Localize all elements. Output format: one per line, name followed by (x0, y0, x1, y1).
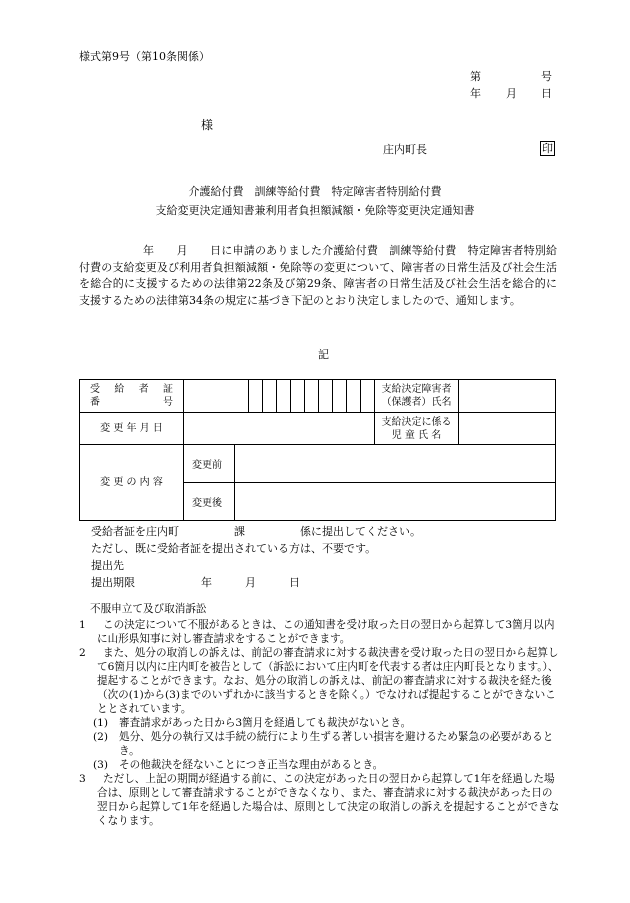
cert-number-label: 受 給 者 証 番 号 (80, 380, 184, 413)
appeal-item: 2 また、処分の取消しの訴えは、前記の審査請求に対する裁決書を受け取った日の翌日から起算して6箇月以内に庄内町を被告として（訴訟において庄内町を代表する者は庄内町長となります。）、提起することができます。なお、処分の取消しの訴えは、前記の審査請求に対する裁決を経た後（次の(1)から(3)までのいずれかに該当するときを除く。）でなければ提起することができないこととされています。 (79, 647, 559, 715)
date-month: 月 (506, 87, 517, 100)
appeal-item: 3 ただし、上記の期間が経過する前に、この決定があった日の翌日から起算して1年を経過した場合は、原則として審査請求することができなくなり、また、審査請求に対する裁決があった日の翌日から起算して1年を経過した場合は、原則として決定の取消しの訴えを提起することができなくなります。 (79, 773, 560, 827)
appeal-subitem: (3) その他裁決を経ないことにつき正当な理由があるとき。 (93, 759, 384, 771)
cert-digit-box (361, 380, 375, 413)
body-paragraph: 年 月 日に申請のありました介護給付費 訓練等給付費 特定障害者特別給付費の支給変更及び利用者負担額減額・免除等の変更について、障害者の日常生活及び社会生活を総合的に支援するための法律第22条及び第29条、障害者の日常生活及び社会生活を総合的に支援するための法律第34条の規定に基づき下記のとおり決定しましたので、通知します。 (79, 244, 557, 307)
cert-digit-box (333, 380, 347, 413)
date-year: 年 (470, 87, 481, 100)
cert-digit-box (347, 380, 361, 413)
appeal-heading: 不服申立て及び取消訴訟 (90, 603, 207, 615)
cert-digit-box (184, 380, 249, 413)
appeal-subitem: (2) 処分、処分の執行又は手続の続行により生ずる著しい損害を避けるため緊急の必要があるとき。 (93, 731, 554, 757)
change-content-label: 変 更 の 内 容 (80, 445, 184, 521)
date-day: 日 (541, 87, 552, 100)
submission-deadline: 提出期限 年 月 日 (91, 576, 300, 589)
appeal-section (79, 602, 561, 828)
cert-digit-box (291, 380, 305, 413)
cert-digit-box (249, 380, 263, 413)
cert-digit-box (263, 380, 277, 413)
doc-number-suffix: 号 (541, 70, 552, 83)
child-name-label: 支給決定に係る 児 童 氏 名 (375, 413, 459, 445)
change-date-value (184, 413, 375, 445)
form-number: 様式第9号（第10条関係） (79, 50, 210, 63)
info-table (79, 379, 556, 521)
seal-mark: 印 (542, 142, 553, 155)
after-value (235, 483, 556, 521)
addressee-suffix: 様 (201, 118, 214, 132)
before-label: 変更前 (184, 445, 235, 483)
child-name-value (459, 413, 556, 445)
cert-digit-box (277, 380, 291, 413)
cert-digit-box (305, 380, 319, 413)
doc-number-prefix: 第 (470, 70, 481, 83)
change-date-label: 変 更 年 月 日 (80, 413, 184, 445)
submission-instruction: 受給者証を庄内町 課 係に提出してください。 (91, 525, 421, 538)
submission-exemption: ただし、既に受給者証を提出されている方は、不要です。 (91, 542, 377, 555)
after-label: 変更後 (184, 483, 235, 521)
title-line-2: 支給変更決定通知書兼利用者負担額減額・免除等変更決定通知書 (155, 204, 475, 217)
before-value (235, 445, 556, 483)
cert-digit-box (319, 380, 333, 413)
guardian-name-value (459, 380, 556, 413)
guardian-name-label: 支給決定障害者 （保護者）氏名 (375, 380, 459, 413)
issuer-title: 庄内町長 (383, 143, 427, 156)
title-line-1: 介護給付費 訓練等給付費 特定障害者特別給付費 (188, 185, 442, 198)
appeal-subitem: (1) 審査請求があった日から3箇月を経過しても裁決がないとき。 (93, 717, 412, 729)
ki-mark: 記 (318, 348, 329, 361)
submission-place: 提出先 (91, 559, 124, 572)
appeal-item: 1 この決定について不服があるときは、この通知書を受け取った日の翌日から起算して3箇月以内に山形県知事に対し審査請求をすることができます。 (79, 619, 555, 645)
